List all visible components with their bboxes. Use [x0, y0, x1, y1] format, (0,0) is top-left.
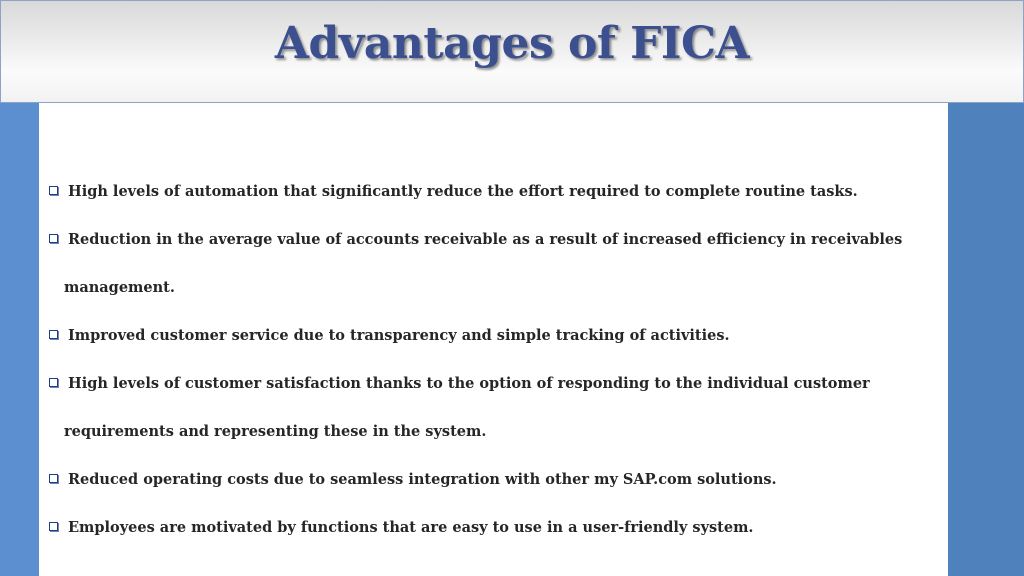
bullet-line: [49, 519, 753, 537]
bullet-line: [49, 375, 870, 393]
content-panel: [39, 103, 948, 576]
bullet-text: management.: [64, 279, 175, 296]
bullet-line: [49, 471, 777, 489]
square-bullet-icon: [49, 474, 58, 483]
bullet-text: Reduction in the average value of accounts receivable as a result of increased efficiency in receivables: [68, 231, 903, 248]
square-bullet-icon: [49, 378, 58, 387]
bullet-text: Reduced operating costs due to seamless integration with other my SAP.com solutions.: [68, 471, 777, 488]
bullet-line: [49, 231, 902, 249]
bullet-text: High levels of customer satisfaction thanks to the option of responding to the individual customer: [68, 375, 870, 392]
bullet-line: [49, 183, 858, 201]
square-bullet-icon: [49, 186, 58, 195]
square-bullet-icon: [49, 330, 58, 339]
bullet-text: High levels of automation that significantly reduce the effort required to complete routine tasks.: [68, 183, 858, 200]
bullet-text: Employees are motivated by functions that are easy to use in a user-friendly system.: [68, 519, 754, 536]
bullet-line-continued: [64, 423, 486, 441]
square-bullet-icon: [49, 522, 58, 531]
bullet-line: [49, 327, 730, 345]
bullet-text: requirements and representing these in the system.: [64, 423, 487, 440]
bullet-text: Improved customer service due to transparency and simple tracking of activities.: [68, 327, 730, 344]
bullet-line-continued: [64, 279, 175, 297]
slide-title: Advantages of FICA: [274, 18, 750, 69]
square-bullet-icon: [49, 234, 58, 243]
right-accent-bar: [948, 103, 1024, 576]
left-accent-bar: [0, 103, 39, 576]
